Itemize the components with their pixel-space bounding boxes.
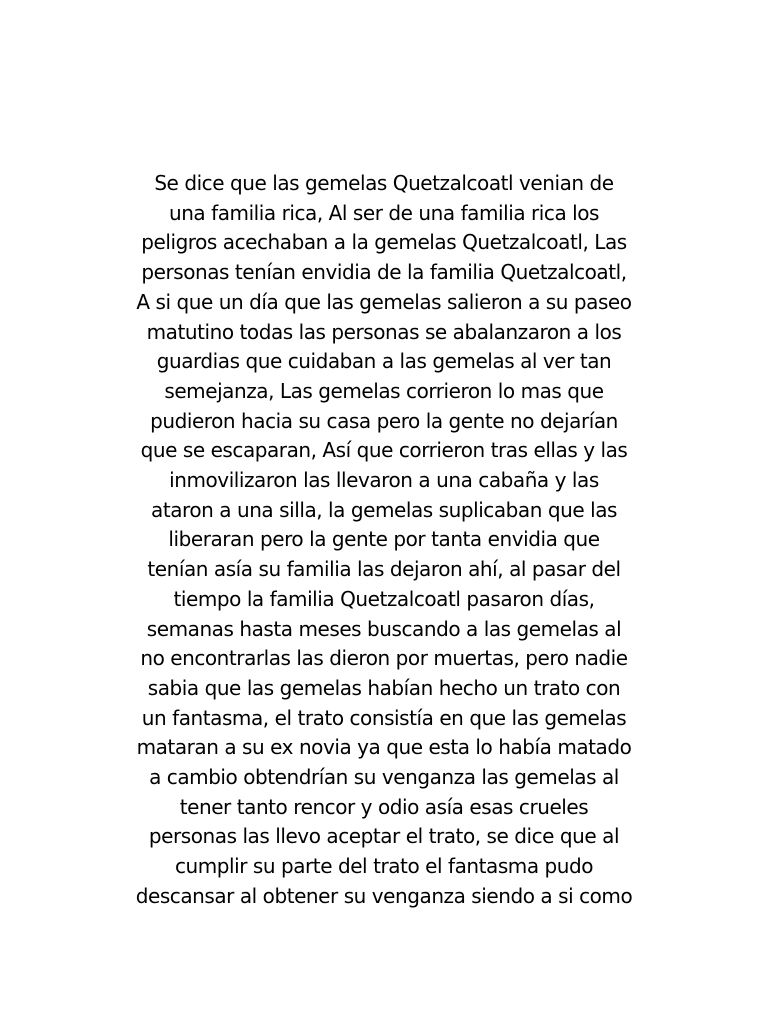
text-line: tener tanto rencor y odio asía esas crueles (179, 794, 589, 819)
text-line: personas las llevo aceptar el trato, se dice que al (148, 824, 620, 849)
text-line: un fantasma, el trato consistía en que las gemelas (141, 705, 627, 730)
text-line: una familia rica, Al ser de una familia rica los (168, 200, 600, 225)
text-line: matutino todas las personas se abalanzaron a los (146, 319, 622, 344)
text-line: Se dice que las gemelas Quetzalcoatl venian de (154, 171, 614, 195)
text-line: inmovilizaron las llevaron a una cabaña y las (169, 468, 599, 493)
text-line: mataran a su ex novia ya que esta lo había matado (136, 735, 632, 760)
text-line: pudieron hacia su casa pero la gente no dejarían (150, 408, 618, 433)
text-line: semanas hasta meses buscando a las gemelas al (146, 616, 622, 641)
text-line: a cambio obtendrían su venganza las gemelas al (149, 765, 619, 790)
text-line: liberaran pero la gente por tanta envidia que (168, 527, 600, 552)
text-line: personas tenían envidia de la familia Quetzalcoatl, (141, 260, 627, 285)
story-paragraph (90, 169, 678, 912)
text-line: A si que un día que las gemelas salieron a su paseo (136, 289, 632, 314)
text-line: que se escaparan, Así que corrieron tras ellas y las (140, 438, 628, 463)
text-line: sabia que las gemelas habían hecho un trato con (147, 675, 621, 700)
text-line: cumplir su parte del trato el fantasma pudo (174, 854, 594, 879)
text-line: descansar al obtener su venganza siendo a si como (135, 883, 633, 908)
text-line: guardias que cuidaban a las gemelas al ver tan (156, 349, 612, 374)
text-line: semejanza, Las gemelas corrieron lo mas que (164, 378, 604, 403)
text-line: ataron a una silla, la gemelas suplicaban que las (151, 497, 617, 522)
text-line: tenían asía su familia las dejaron ahí, al pasar del (147, 557, 621, 582)
text-line: tiempo la familia Quetzalcoatl pasaron días, (173, 586, 595, 611)
text-line: no encontrarlas las dieron por muertas, pero nadie (140, 646, 628, 671)
text-line: peligros acechaban a la gemelas Quetzalcoatl, Las (141, 230, 627, 255)
